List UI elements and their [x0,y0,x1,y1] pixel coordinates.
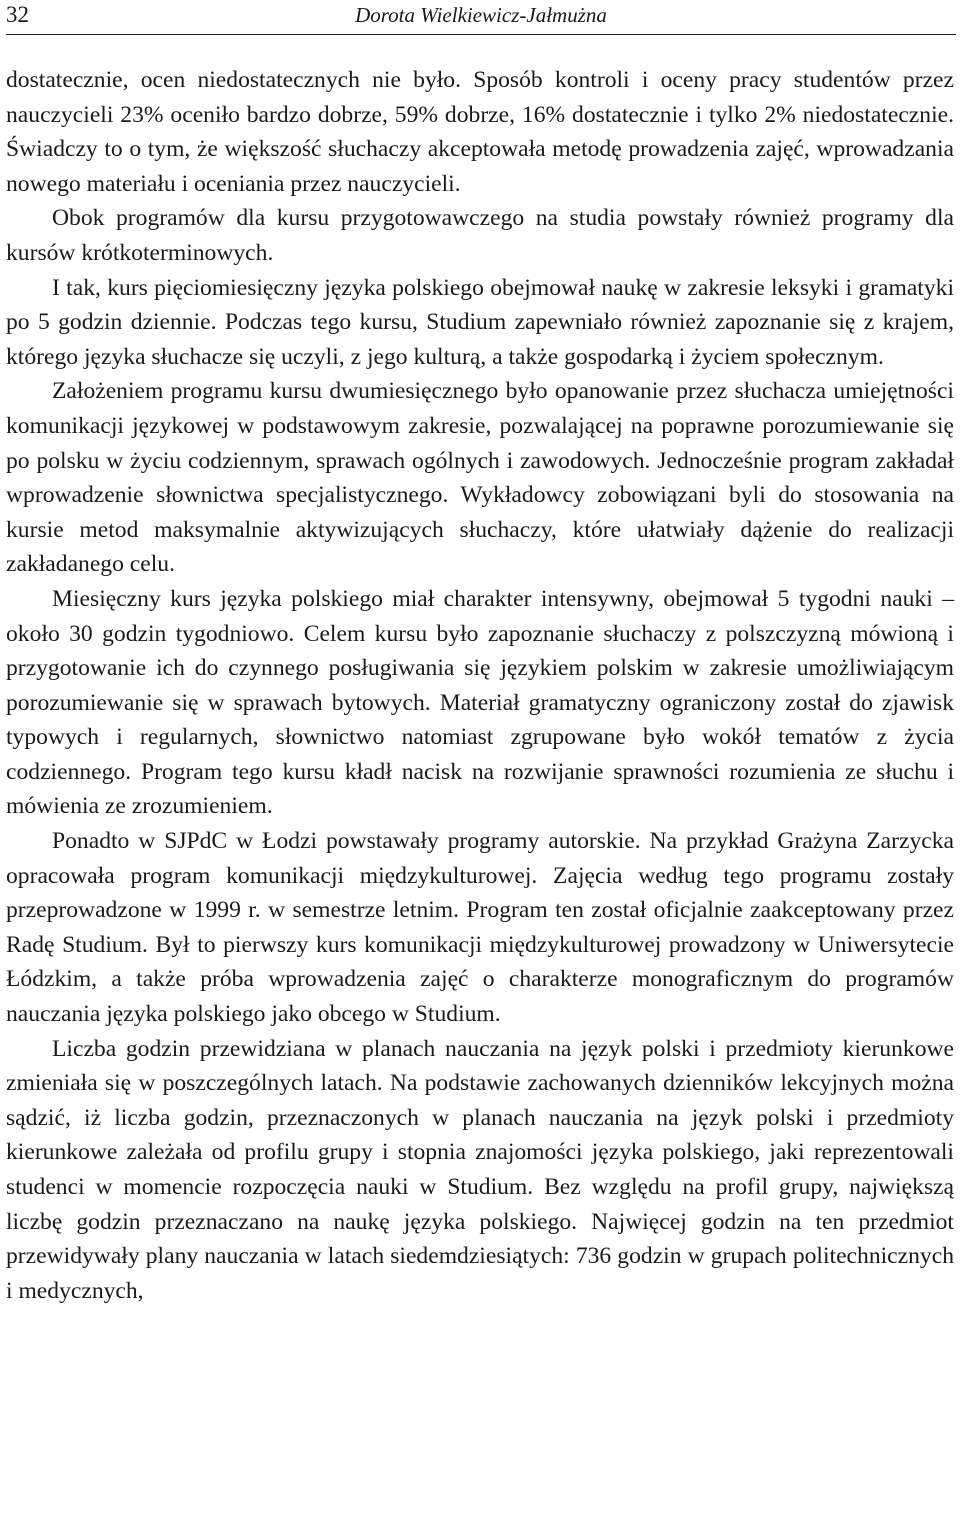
paragraph: I tak, kurs pięciomiesięczny języka polskiego obejmował naukę w zakresie leksyki i gramatyki po 5 godzin dziennie. Podczas tego kursu, Studium zapewniało również zapoznanie się z krajem, którego języka słuchacze się uczyli, z jego kulturą, a także gospodarką i życiem społecznym. [6,274,954,370]
paragraph: Liczba godzin przewidziana w planach nauczania na język polski i przedmioty kierunkowe zmieniała się w poszczególnych latach. Na podstawie zachowanych dzienników lekcyjnych można sądzić, iż liczba godzin, przeznaczonych w planach nauczania na język polski i przedmioty kierunkowe zależała od profilu grupy i stopnia znajomości języka polskiego, jaki reprezentowali studenci w momencie rozpoczęcia nauki w Studium. Bez względu na profil grupy, największą liczbę godzin przeznaczano na naukę języka polskiego. Najwięcej godzin na ten przedmiot przewidywały plany nauczania w latach siedemdziesiątych: 736 godzin w grupach politechnicznych i medycznych, [6,1035,954,1304]
paragraph: Ponadto w SJPdC w Łodzi powstawały programy autorskie. Na przykład Grażyna Zarzycka opracowała program komunikacji międzykulturowej. Zajęcia według tego programu zostały przeprowadzone w 1999 r. w semestrze letnim. Program ten został oficjalnie zaakceptowany przez Radę Studium. Był to pierwszy kurs komunikacji międzykulturowej prowadzony w Uniwersytecie Łódzkim, a także próba wprowadzenia zajęć o charakterze monograficznym do programów nauczania języka polskiego jako obcego w Studium. [6,828,954,1028]
paragraph: Obok programów dla kursu przygotowawczego na studia powstały również programy dla kursów krótkoterminowych. [6,205,954,266]
running-title: Dorota Wielkiewicz-Jałmużna [355,3,607,27]
paragraph-continued: dostatecznie, ocen niedostatecznych nie było. Sposób kontroli i oceny pracy studentów przez nauczycieli 23% oceniło bardzo dobrze, 59% dobrze, 16% dostatecznie i tylko 2% niedostatecznie. Świadczy to o tym, że większość słuchaczy akceptowała metodę prowadzenia zajęć, wprowadzania nowego materiału i oceniania przez nauczycieli. [6,67,954,197]
body-text [6,63,954,1308]
paragraph: Miesięczny kurs języka polskiego miał charakter intensywny, obejmował 5 tygodni nauki – około 30 godzin tygodniowo. Celem kursu było zapoznanie słuchaczy z polszczyzną mówioną i przygotowanie ich do czynnego posługiwania się językiem polskim w zakresie umożliwiającym porozumiewanie się w sprawach bytowych. Materiał gramatyczny ograniczony został do zjawisk typowych i regularnych, słownictwo natomiast zgrupowane było wokół tematów z życia codziennego. Program tego kursu kładł nacisk na rozwijanie sprawności rozumienia ze słuchu i mówienia ze zrozumieniem. [6,585,954,820]
running-header [6,0,956,35]
page-number: 32 [6,2,29,27]
paragraph: Założeniem programu kursu dwumiesięcznego było opanowanie przez słuchacza umiejętności komunikacji językowej w podstawowym zakresie, pozwalającej na poprawne porozumiewanie się po polsku w życiu codziennym, sprawach ogólnych i zawodowych. Jednocześnie program zakładał wprowadzenie słownictwa specjalistycznego. Wykładowcy zobowiązani byli do stosowania na kursie metod maksymalnie aktywizujących słuchaczy, które ułatwiały dążenie do realizacji zakładanego celu. [6,378,954,578]
